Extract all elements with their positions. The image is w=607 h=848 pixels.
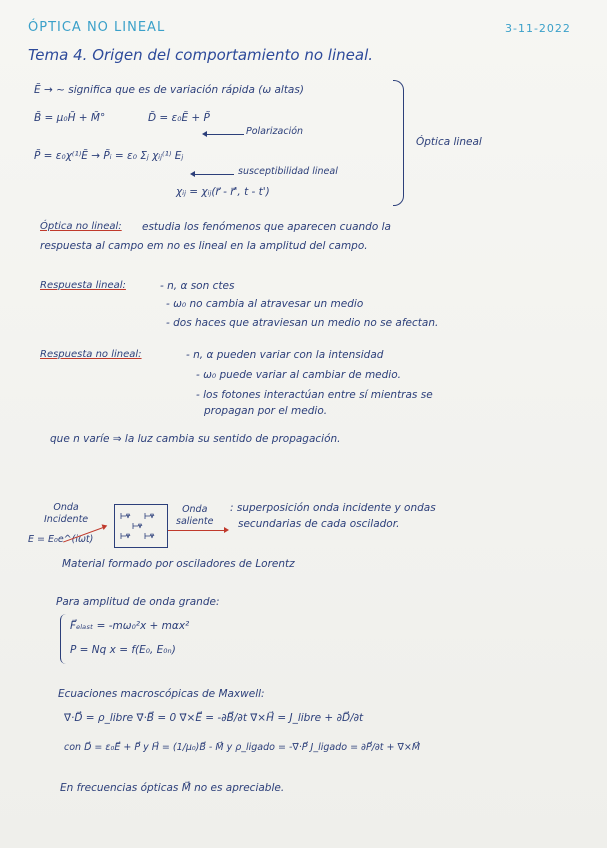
field-expression: E = E₀e^(iωt) <box>28 534 94 545</box>
oscillators-icon <box>115 505 167 547</box>
onda-saliente-label: Onda saliente <box>176 504 214 527</box>
intro-line: Ẽ → ~ significa que es de variación rápida (ω altas) <box>34 84 304 96</box>
arrow-polarizacion <box>206 134 244 135</box>
eq-chi: χᵢⱼ = χᵢⱼ(r⃗ - r⃗', t - t') <box>176 186 270 198</box>
superposicion-line-1: : superposición onda incidente y ondas <box>230 502 436 514</box>
amplitud-eq-2: P = Nq x = f(E₀, E₀ₙ) <box>70 644 176 656</box>
final-line: En frecuencias ópticas M⃗ no es apreciable. <box>60 782 285 794</box>
no-lineal-item: propagan por el medio. <box>204 405 328 417</box>
definition-line-2: respuesta al campo em no es lineal en la amplitud del campo. <box>40 240 368 252</box>
onda-incidente-label: Onda Incidente <box>44 502 89 525</box>
page-title: Tema 4. Origen del comportamiento no lineal. <box>28 46 374 64</box>
subject-header: ÓPTICA NO LINEAL <box>28 20 166 35</box>
amplitud-label: Para amplitud de onda grande: <box>56 596 220 608</box>
optica-lineal-label: Óptica lineal <box>416 136 482 148</box>
material-label: Material formado por osciladores de Lorentz <box>62 558 295 570</box>
amplitud-eq-1: F⃗ₑₗₐₛₜ = -mω₀²x + mαx² <box>70 620 190 632</box>
no-lineal-item: - los fotones interactúan entre sí mientras se <box>196 389 433 401</box>
note-line: que n varíe ⇒ la luz cambia su sentido de propagación. <box>50 433 341 445</box>
maxwell-con: con D⃗ = ε₀E⃗ + P⃗ y H⃗ = (1/μ₀)B⃗ - M⃗ y ρ_ligado = -∇⃗·P⃗ J_ligado = ∂P⃗/∂t + ∇⃗×M⃗ <box>64 742 421 753</box>
susceptibilidad-label: susceptibilidad lineal <box>238 166 338 177</box>
brace-optica-lineal <box>393 80 404 206</box>
definition-line-1: estudia los fenómenos que aparecen cuando la <box>142 221 391 233</box>
maxwell-label: Ecuaciones macroscópicas de Maxwell: <box>58 688 265 700</box>
eq-p: P̃ = ε₀χ⁽¹⁾Ẽ → P̃ᵢ = ε₀ Σⱼ χᵢⱼ⁽¹⁾ Eⱼ <box>34 150 184 162</box>
system-brace <box>60 614 67 664</box>
date: 3-11-2022 <box>505 22 571 35</box>
lineal-item: - ω₀ no cambia al atravesar un medio <box>166 298 364 310</box>
lineal-item: - dos haces que atraviesan un medio no se afectan. <box>166 317 439 329</box>
material-box <box>114 504 168 548</box>
no-lineal-label: Respuesta no lineal: <box>40 349 142 360</box>
eq-d: D̃ = ε₀Ẽ + P̃ <box>148 112 210 124</box>
no-lineal-item: - ω₀ puede variar al cambiar de medio. <box>196 369 401 381</box>
eq-b: B̃ = μ₀H̃ + M̃° <box>34 112 106 124</box>
maxwell-eqs: ∇⃗·D⃗ = ρ_libre ∇⃗·B⃗ = 0 ∇⃗×E⃗ = -∂B⃗/∂t ∇⃗×H⃗ = J_libre + ∂D⃗/∂t <box>64 712 364 724</box>
arrow-susceptibilidad <box>194 174 234 175</box>
definition-label: Óptica no lineal: <box>40 221 122 232</box>
lineal-item: - n, α son ctes <box>160 280 235 292</box>
outgoing-arrow <box>168 530 226 531</box>
no-lineal-item: - n, α pueden variar con la intensidad <box>186 349 384 361</box>
superposicion-line-2: secundarias de cada oscilador. <box>238 518 400 530</box>
lineal-label: Respuesta lineal: <box>40 280 126 291</box>
polarizacion-label: Polarización <box>246 126 304 137</box>
